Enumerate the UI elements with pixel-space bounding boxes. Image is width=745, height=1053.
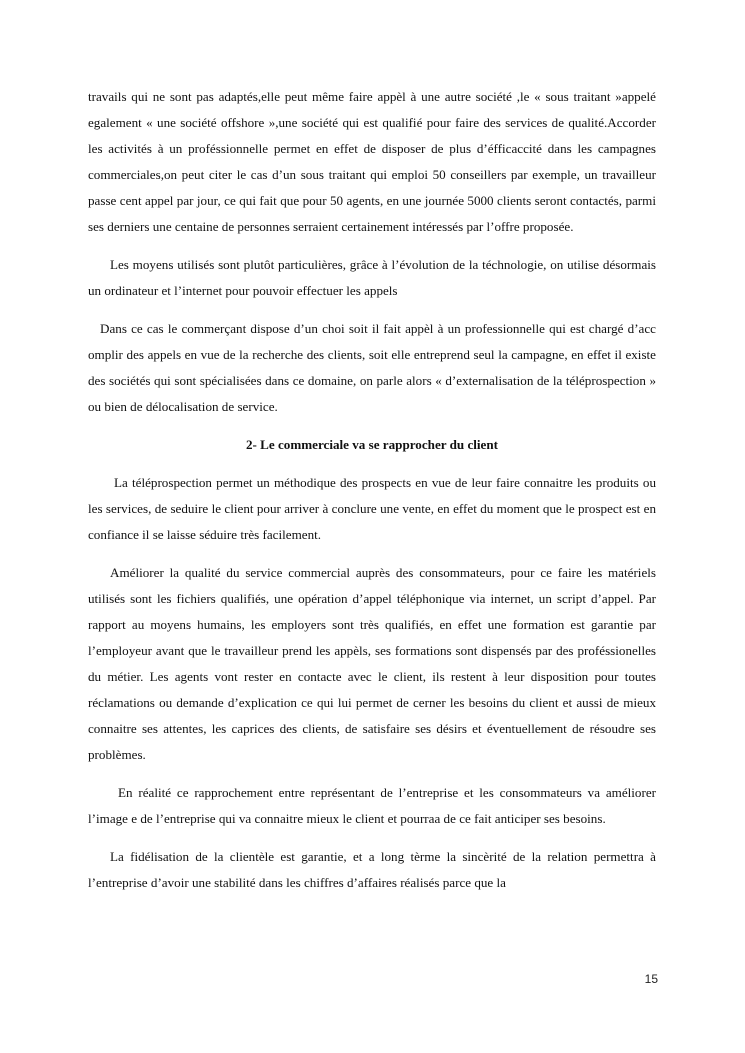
paragraph-2: Les moyens utilisés sont plutôt particulières, grâce à l’évolution de la téchnologie, on utilise désormais un ordinateur et l’internet pour pouvoir effectuer les appels: [88, 257, 656, 298]
paragraph-4: La téléprospection permet un méthodique des prospects en vue de leur faire connaitre les produits ou les services, de seduire le client pour arriver à conclure une vente, en effet du moment que le prospect est en confiance il se laisse séduire très facilement.: [88, 475, 656, 542]
paragraph-7: La fidélisation de la clientèle est garantie, et a long tèrme la sincèrité de la relation permettra à l’entreprise d’avoir une stabilité dans les chiffres d’affaires réalisés parce que la: [88, 849, 656, 890]
paragraph-1: travails qui ne sont pas adaptés,elle peut même faire appèl à une autre société ,le « sous traitant »appelé egalement « une société offshore »,une société qui est qualifié pour faire des services de qualité.Accorder les activités à un proféssionnelle permet en effet de disposer de plus d’éfficaccité dans les campagnes commerciales,on peut citer le cas d’un sous traitant qui emploi 50 conseillers par exemple, un travailleur passe cent appel par jour, ce qui fait que pour 50 agents, en une journée 5000 clients seront contactés, parmi ses derniers une centaine de personnes serraient certainement intéressés par l’offre proposée.: [88, 89, 656, 234]
paragraph-5: Améliorer la qualité du service commercial auprès des consommateurs, pour ce faire les matériels utilisés sont les fichiers qualifiés, une opération d’appel téléphonique via internet, un script d’appel. Par rapport au moyens humains, les employers sont très qualifiés, en effet une formation est garantie par l’employeur avant que le travailleur prend les appèls, ses formations sont dispensés par des proféssionelles du métier. Les agents vont rester en contacte avec le client, ils restent à leur disposition pour toutes réclamations ou demande d’explication ce qui lui permet de cerner les besoins du client et aussi de mieux connaitre ses attentes, les caprices des clients, de satisfaire ses désirs et éventuellement de résoudre ses problèmes.: [88, 565, 656, 762]
page-body: [88, 84, 656, 908]
paragraph-6: En réalité ce rapprochement entre représentant de l’entreprise et les consommateurs va améliorer l’image e de l’entreprise qui va connaitre mieux le client et pourraa de ce fait anticiper ses besoins.: [88, 785, 656, 826]
page-number: 15: [644, 972, 658, 986]
paragraph-3: Dans ce cas le commerçant dispose d’un choi soit il fait appèl à un professionnelle qui est chargé d’acc omplir des appels en vue de la recherche des clients, soit elle entreprend seul la campagne, en effet il existe des sociétés qui sont spécialisées dans ce domaine, on parle alors « d’externalisation de la téléprospection » ou bien de délocalisation de service.: [88, 321, 656, 414]
section-heading: 2- Le commerciale va se rapprocher du client: [245, 437, 498, 452]
